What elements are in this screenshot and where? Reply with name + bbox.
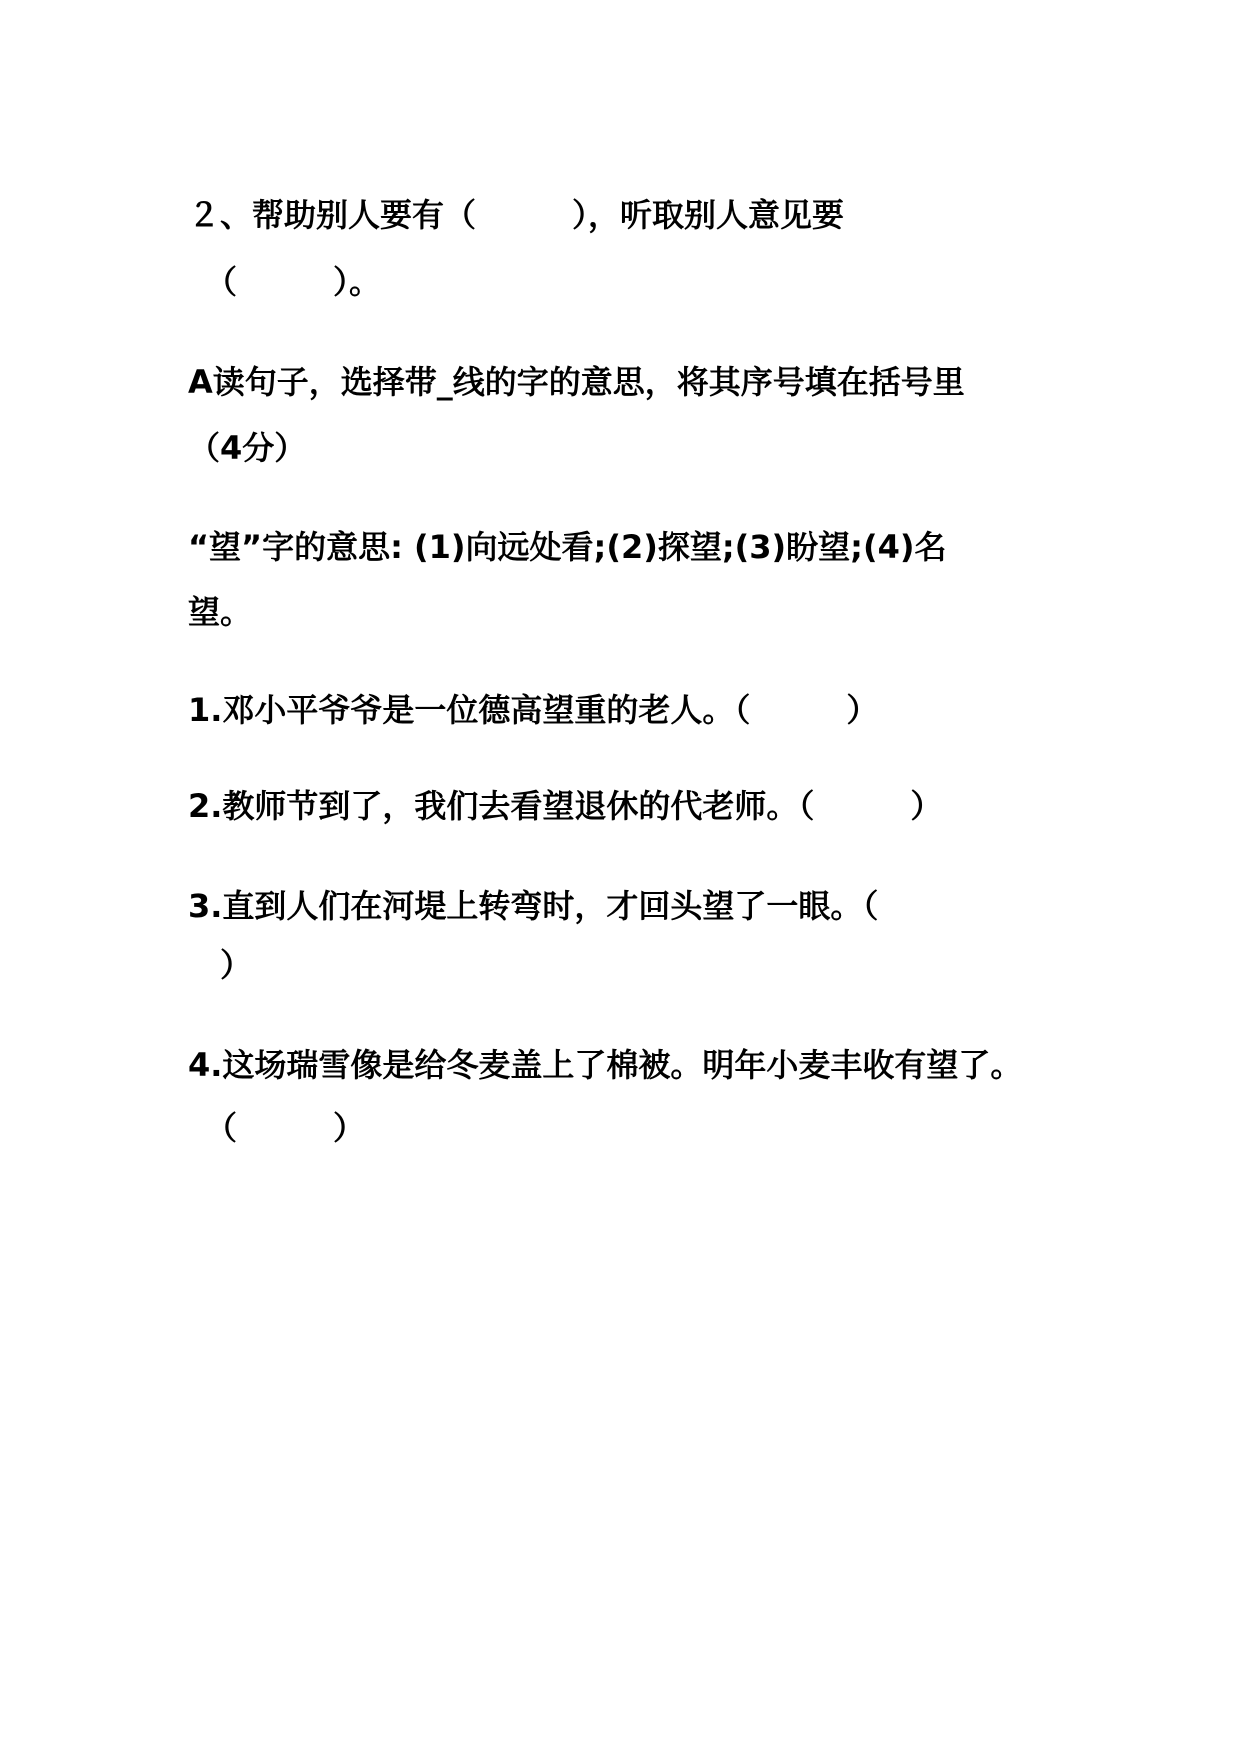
item-4-line-1: 4.这场瑞雪像是给冬麦盖上了棉被。明年小麦丰收有望了。 [188,1046,1023,1084]
question-2-line-2: （ ）。 [205,263,382,301]
item-4-line-2: （ ） [205,1109,366,1147]
item-1: 1.邓小平爷爷是一位德高望重的老人。（ ） [188,691,879,729]
meaning-definition-line-1: “望”字的意思: (1)向远处看;(2)探望;(3)盼望;(4)名 [188,528,947,566]
item-2: 2.教师节到了，我们去看望退休的代老师。（ ） [188,787,943,825]
item-3-line-2: ） [220,946,253,984]
meaning-definition-line-2: 望。 [188,593,253,631]
question-2-line-1: ２、帮助别人要有（ ），听取别人意见要 [188,196,845,234]
section-a-instruction-line-1: A读句子，选择带_线的字的意思，将其序号填在括号里 [188,363,965,401]
section-a-instruction-line-2: （4分） [188,429,307,467]
item-3-line-1: 3.直到人们在河堤上转弯时，才回头望了一眼。（ [188,887,879,925]
